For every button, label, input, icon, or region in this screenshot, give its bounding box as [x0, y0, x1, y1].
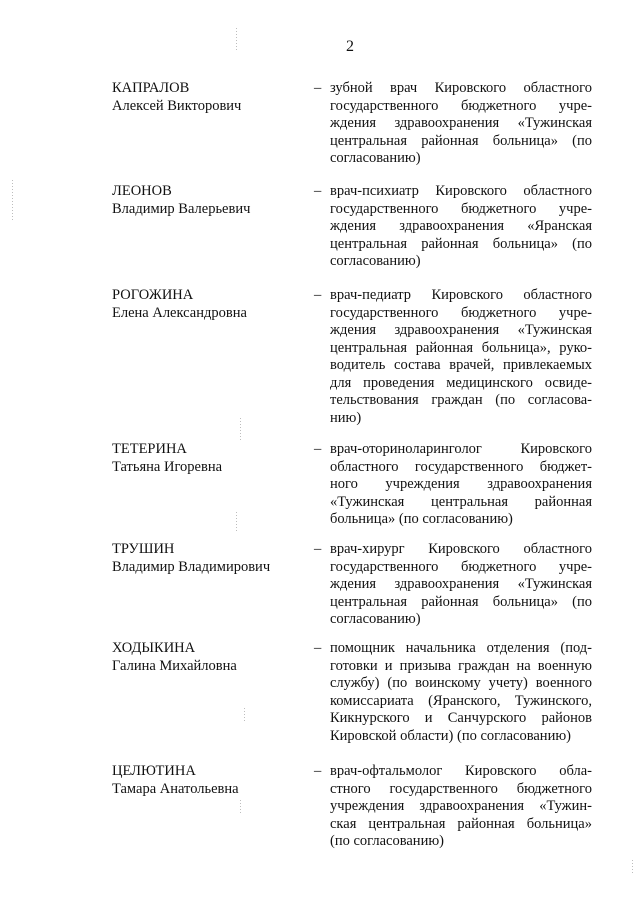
- member-given-name: Тамара Анатольевна: [112, 780, 239, 797]
- role-line: ждения здравоохранения «Тужинская: [330, 576, 592, 592]
- scan-artifact: [240, 418, 241, 440]
- member-given-name: Владимир Владимирович: [112, 558, 271, 575]
- role-line: государственного бюджетного учре-: [330, 97, 592, 114]
- role-line: согласованию): [330, 253, 421, 269]
- member-name: [112, 541, 312, 576]
- role-line: для проведения медицинского освиде-: [330, 374, 592, 391]
- role-line: службу) (по воинскому учету) военного: [330, 675, 592, 691]
- dash-separator: –: [314, 183, 322, 199]
- role-line: согласованию): [330, 150, 421, 166]
- role-line: (по согласованию): [330, 833, 444, 849]
- member-surname: ЦЕЛЮТИНА: [112, 763, 196, 779]
- dash-separator: –: [314, 640, 322, 656]
- role-line: центральная районная больница» (по: [330, 593, 592, 610]
- dash-separator: –: [314, 80, 322, 96]
- member-given-name: Владимир Валерьевич: [112, 200, 251, 217]
- role-line: ного учреждения здравоохранения: [330, 476, 592, 492]
- scan-artifact: [236, 28, 237, 52]
- scan-artifact: [632, 860, 633, 874]
- member-surname: ХОДЫКИНА: [112, 640, 196, 656]
- role-line: государственного бюджетного учре-: [330, 200, 592, 217]
- member-surname: КАПРАЛОВ: [112, 80, 190, 96]
- role-line: Кировской области) (по согласованию): [330, 727, 571, 744]
- role-line: помощник начальника отделения (под-: [330, 640, 592, 656]
- role-line: Кикнурского и Санчурского районов: [330, 710, 592, 726]
- role-line: врач-педиатр Кировского областного: [330, 287, 592, 303]
- member-surname: ЛЕОНОВ: [112, 183, 172, 199]
- member-name: [112, 441, 312, 476]
- member-name: [112, 80, 312, 115]
- role-line: «Тужинская центральная районная: [330, 493, 592, 510]
- role-line: центральная районная больница», руко-: [330, 339, 592, 356]
- role-line: больница» (по согласованию): [330, 511, 513, 527]
- member-role: [330, 183, 592, 271]
- role-line: водитель состава врачей, привлекаемых: [330, 357, 592, 373]
- page-number: 2: [346, 38, 354, 55]
- role-line: согласованию): [330, 611, 421, 627]
- member-surname: ТЕТЕРИНА: [112, 441, 187, 457]
- role-line: стного государственного бюджетного: [330, 780, 592, 797]
- member-role: [330, 441, 592, 529]
- member-role: [330, 80, 592, 168]
- member-given-name: Алексей Викторович: [112, 97, 242, 114]
- member-role: [330, 287, 592, 427]
- role-line: ская центральная районная больница»: [330, 815, 592, 832]
- role-line: учреждения здравоохранения «Тужин-: [330, 798, 592, 814]
- role-line: зубной врач Кировского областного: [330, 80, 592, 96]
- member-role: [330, 763, 592, 851]
- member-role: [330, 541, 592, 629]
- member-name: [112, 763, 312, 798]
- role-line: врач-офтальмолог Кировского обла-: [330, 763, 592, 779]
- member-role: [330, 640, 592, 745]
- scan-artifact: [244, 708, 245, 722]
- dash-separator: –: [314, 763, 322, 779]
- role-line: центральная районная больница» (по: [330, 235, 592, 252]
- role-line: врач-хирург Кировского областного: [330, 541, 592, 557]
- role-line: областного государственного бюджет-: [330, 458, 592, 475]
- scan-artifact: [236, 512, 237, 532]
- member-surname: РОГОЖИНА: [112, 287, 194, 303]
- role-line: государственного бюджетного учре-: [330, 304, 592, 321]
- role-line: нию): [330, 409, 362, 426]
- member-name: [112, 183, 312, 218]
- role-line: комиссариата (Яранского, Тужинского,: [330, 692, 592, 709]
- dash-separator: –: [314, 541, 322, 557]
- dash-separator: –: [314, 441, 322, 457]
- member-name: [112, 287, 312, 322]
- role-line: ждения здравоохранения «Тужинская: [330, 115, 592, 131]
- scan-artifact: [12, 180, 13, 220]
- role-line: врач-оториноларинголог Кировского: [330, 441, 592, 457]
- member-surname: ТРУШИН: [112, 541, 175, 557]
- role-line: готовки и призыва граждан на военную: [330, 657, 592, 674]
- role-line: ждения здравоохранения «Яранская: [330, 218, 592, 234]
- member-given-name: Галина Михайловна: [112, 657, 237, 674]
- role-line: врач-психиатр Кировского областного: [330, 183, 592, 199]
- member-given-name: Елена Александровна: [112, 304, 247, 321]
- member-name: [112, 640, 312, 675]
- member-given-name: Татьяна Игоревна: [112, 458, 223, 475]
- role-line: ждения здравоохранения «Тужинская: [330, 322, 592, 338]
- dash-separator: –: [314, 287, 322, 303]
- role-line: центральная районная больница» (по: [330, 132, 592, 149]
- role-line: тельствования граждан (по согласова-: [330, 392, 592, 408]
- scan-artifact: [240, 800, 241, 814]
- role-line: государственного бюджетного учре-: [330, 558, 592, 575]
